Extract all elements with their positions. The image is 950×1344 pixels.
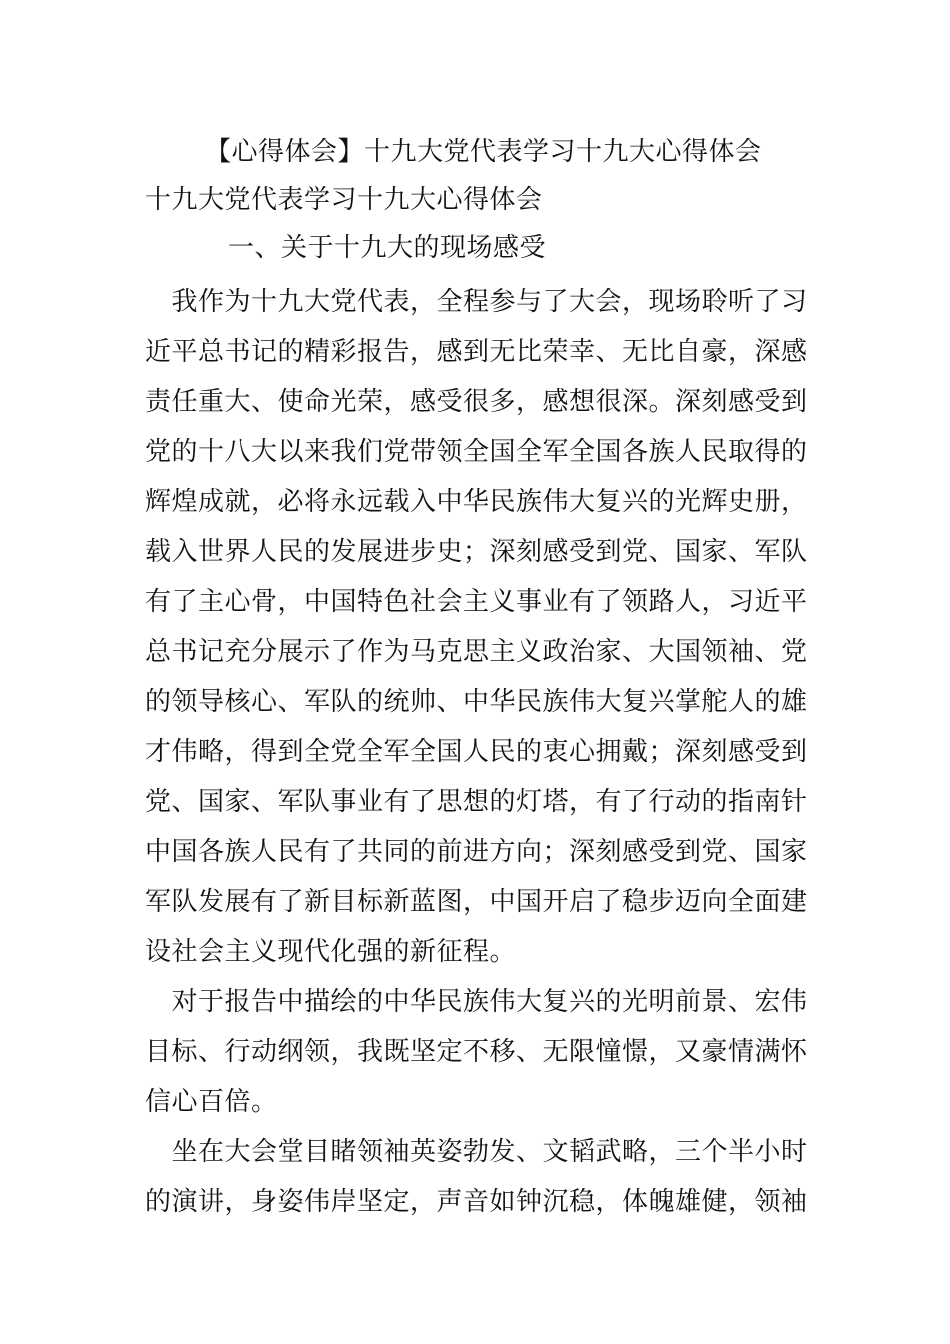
- body-line: 党的十八大以来我们党带领全国全军全国各族人民取得的: [145, 437, 808, 467]
- body-line: 中国各族人民有了共同的前进方向；深刻感受到党、国家: [145, 837, 808, 867]
- body-line: 坐在大会堂目睹领袖英姿勃发、文韬武略，三个半小时: [145, 1137, 808, 1167]
- body-line: 总书记充分展示了作为马克思主义政治家、大国领袖、党: [145, 637, 808, 667]
- body-line: 我作为十九大党代表，全程参与了大会，现场聆听了习: [145, 287, 808, 317]
- body-line: 责任重大、使命光荣，感受很多，感想很深。深刻感受到: [145, 387, 808, 417]
- section-heading: 一、关于十九大的现场感受: [228, 233, 547, 263]
- body-line: 目标、行动纲领，我既坚定不移、无限憧憬，又豪情满怀: [145, 1037, 808, 1067]
- body-line: 有了主心骨，中国特色社会主义事业有了领路人，习近平: [145, 587, 808, 617]
- body-line: 的演讲，身姿伟岸坚定，声音如钟沉稳，体魄雄健，领袖: [145, 1187, 808, 1217]
- document-title: 【心得体会】十九大党代表学习十九大心得体会: [205, 137, 762, 167]
- body-line: 载入世界人民的发展进步史；深刻感受到党、国家、军队: [145, 537, 808, 567]
- body-line: 辉煌成就，必将永远载入中华民族伟大复兴的光辉史册，: [145, 487, 808, 517]
- body-line: 的领导核心、军队的统帅、中华民族伟大复兴掌舵人的雄: [145, 687, 808, 717]
- body-line: 信心百倍。: [145, 1087, 278, 1117]
- body-line: 对于报告中描绘的中华民族伟大复兴的光明前景、宏伟: [145, 987, 808, 1017]
- body-line: 近平总书记的精彩报告，感到无比荣幸、无比自豪，深感: [145, 337, 808, 367]
- body-line: 军队发展有了新目标新蓝图，中国开启了稳步迈向全面建: [145, 887, 808, 917]
- body-line: 才伟略，得到全党全军全国人民的衷心拥戴；深刻感受到: [145, 737, 808, 767]
- document-subtitle: 十九大党代表学习十九大心得体会: [145, 185, 543, 215]
- body-line: 党、国家、军队事业有了思想的灯塔，有了行动的指南针: [145, 787, 808, 817]
- body-line: 设社会主义现代化强的新征程。: [145, 937, 517, 967]
